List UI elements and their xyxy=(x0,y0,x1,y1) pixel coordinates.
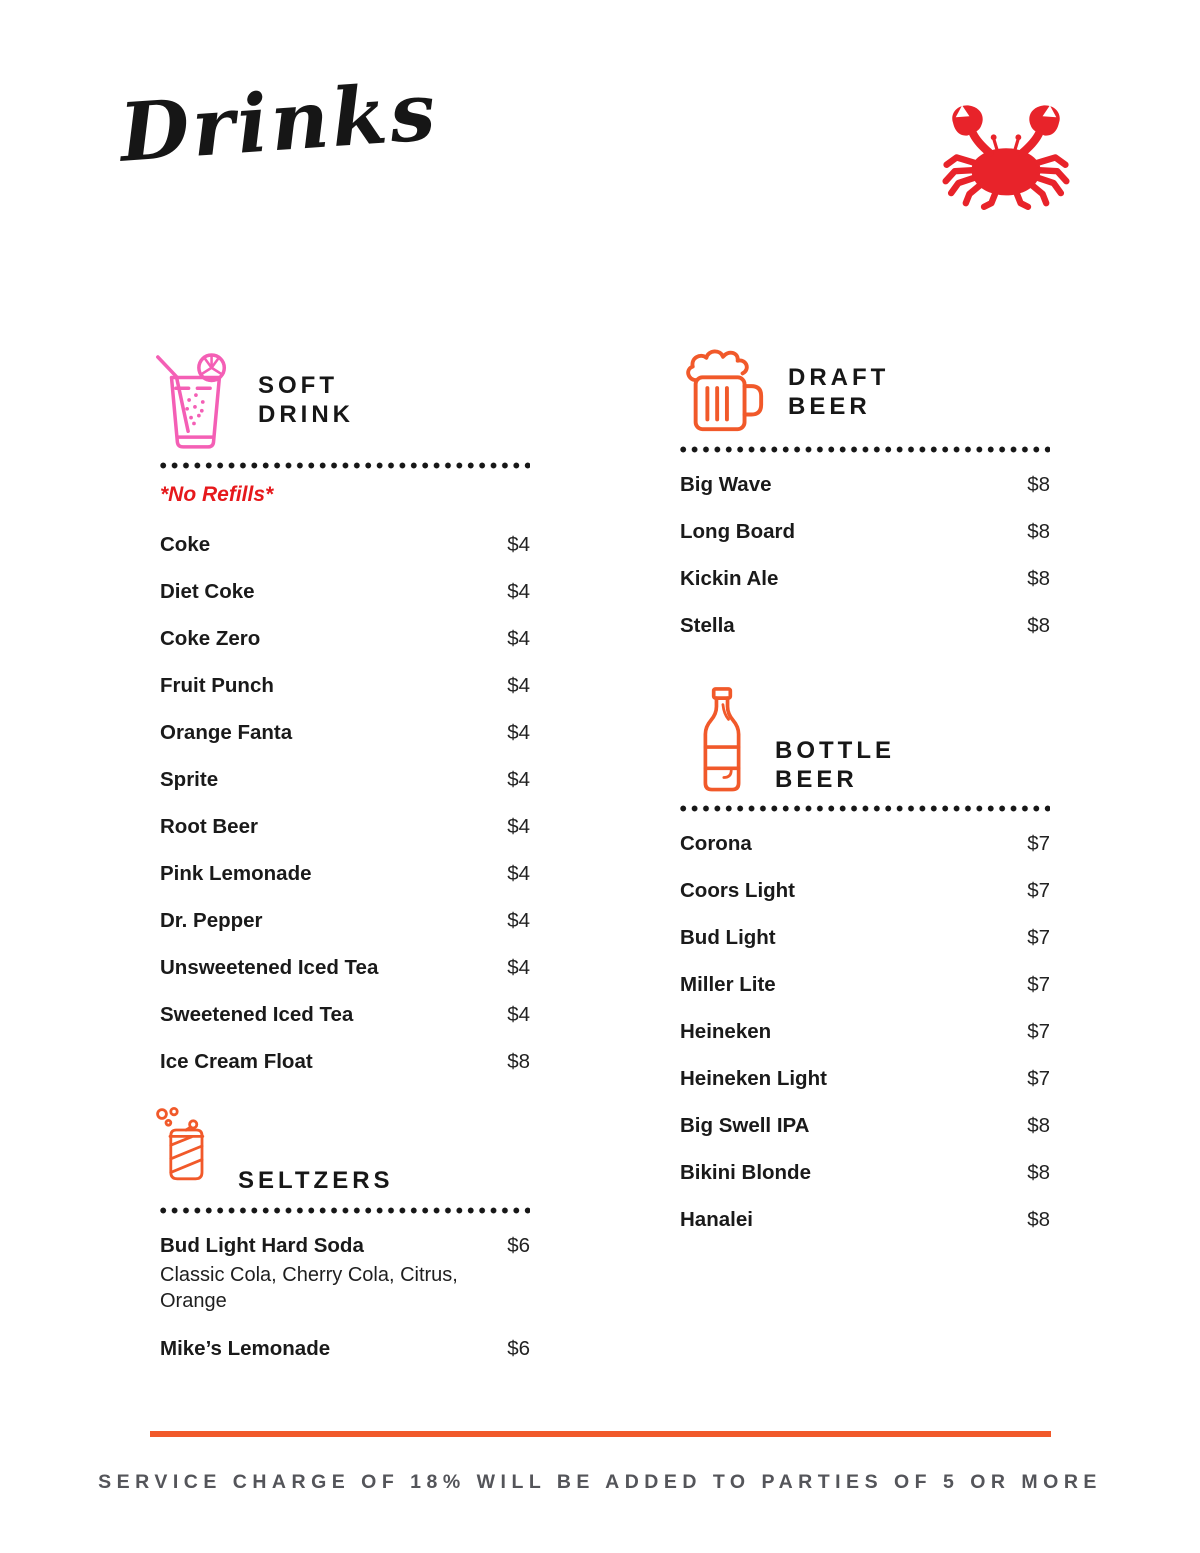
item-name: Big Wave xyxy=(680,473,772,496)
menu-item xyxy=(160,580,530,604)
item-name: Miller Lite xyxy=(680,973,776,996)
item-name: Bud Light Hard Soda xyxy=(160,1234,364,1257)
item-price: $8 xyxy=(1027,1161,1050,1184)
menu-item xyxy=(160,909,530,933)
item-price: $4 xyxy=(507,533,530,556)
seltzers-items xyxy=(160,1234,530,1361)
beer-mug-icon xyxy=(680,348,768,436)
item-name: Coors Light xyxy=(680,879,796,902)
menu-item xyxy=(680,1114,1050,1138)
soda-glass-icon xyxy=(150,348,236,452)
item-price: $4 xyxy=(507,956,530,979)
item-name: Pink Lemonade xyxy=(160,862,312,885)
item-name: Ice Cream Float xyxy=(160,1050,313,1073)
item-name: Big Swell IPA xyxy=(680,1114,810,1137)
item-price: $8 xyxy=(1027,520,1050,543)
menu-item xyxy=(160,627,530,651)
item-name: Long Board xyxy=(680,520,796,543)
dotted-divider xyxy=(680,805,1050,812)
section-title: SOFT DRINK xyxy=(258,372,354,428)
menu-item xyxy=(680,473,1050,497)
seltzer-can-icon xyxy=(154,1097,218,1195)
item-description: Classic Cola, Cherry Cola, Citrus, Orange xyxy=(160,1264,458,1312)
section-title: DRAFT BEER xyxy=(788,364,890,420)
item-price: $4 xyxy=(507,721,530,744)
menu-item xyxy=(680,926,1050,950)
item-price: $7 xyxy=(1027,1067,1050,1090)
menu-item xyxy=(160,674,530,698)
item-price: $4 xyxy=(507,815,530,838)
item-price: $4 xyxy=(507,1003,530,1026)
item-price: $4 xyxy=(507,627,530,650)
seltzers-header xyxy=(160,1097,530,1195)
menu-item xyxy=(160,956,530,980)
menu-item xyxy=(160,1337,530,1361)
item-price: $7 xyxy=(1027,926,1050,949)
menu-item xyxy=(160,1050,530,1074)
item-price: $4 xyxy=(507,862,530,885)
item-name: Bud Light xyxy=(680,926,776,949)
menu-columns xyxy=(160,348,1050,1384)
menu-item xyxy=(680,973,1050,997)
item-price: $4 xyxy=(507,580,530,603)
menu-item xyxy=(160,768,530,792)
crab-icon xyxy=(942,102,1070,222)
menu-item xyxy=(160,721,530,745)
item-price: $7 xyxy=(1027,879,1050,902)
menu-item xyxy=(160,533,530,557)
item-price: $4 xyxy=(507,909,530,932)
page-title: Drinks xyxy=(116,63,442,180)
bottle-beer-items xyxy=(680,832,1050,1232)
menu-item xyxy=(680,832,1050,856)
item-name: Dr. Pepper xyxy=(160,909,263,932)
item-name: Corona xyxy=(680,832,752,855)
item-price: $7 xyxy=(1027,832,1050,855)
no-refills-note: *No Refills* xyxy=(160,483,274,506)
menu-item xyxy=(160,862,530,886)
item-name: Diet Coke xyxy=(160,580,255,603)
item-price: $8 xyxy=(1027,1114,1050,1137)
soft-drink-items xyxy=(160,533,530,1074)
item-name: Unsweetened Iced Tea xyxy=(160,956,379,979)
item-name: Mike’s Lemonade xyxy=(160,1337,331,1360)
right-column xyxy=(680,348,1050,1384)
item-name: Coke xyxy=(160,533,211,556)
item-name: Root Beer xyxy=(160,815,258,838)
item-price: $4 xyxy=(507,674,530,697)
item-name: Orange Fanta xyxy=(160,721,293,744)
item-price: $8 xyxy=(1027,614,1050,637)
menu-item xyxy=(160,815,530,839)
item-name: Heineken Light xyxy=(680,1067,827,1090)
menu-item xyxy=(680,879,1050,903)
item-name: Hanalei xyxy=(680,1208,753,1231)
item-price: $6 xyxy=(507,1337,530,1360)
dotted-divider xyxy=(160,462,530,469)
section-title: SELTZERS xyxy=(238,1167,394,1194)
item-price: $6 xyxy=(507,1234,530,1257)
item-price: $8 xyxy=(1027,567,1050,590)
item-price: $8 xyxy=(1027,473,1050,496)
menu-item xyxy=(680,1161,1050,1185)
item-name: Sweetened Iced Tea xyxy=(160,1003,354,1026)
service-charge-note: SERVICE CHARGE OF 18% WILL BE ADDED TO PARTIES OF 5 OR MORE xyxy=(98,1471,1102,1493)
menu-item xyxy=(680,1067,1050,1091)
left-column xyxy=(160,348,530,1384)
dotted-divider xyxy=(160,1207,530,1214)
menu-item xyxy=(680,567,1050,591)
menu-item xyxy=(680,1208,1050,1232)
item-name: Sprite xyxy=(160,768,219,791)
menu-item xyxy=(680,520,1050,544)
item-name: Coke Zero xyxy=(160,627,261,650)
draft-beer-header xyxy=(680,348,1050,436)
item-name: Fruit Punch xyxy=(160,674,274,697)
item-name: Heineken xyxy=(680,1020,772,1043)
menu-item xyxy=(680,614,1050,638)
item-price: $8 xyxy=(507,1050,530,1073)
item-price: $7 xyxy=(1027,1020,1050,1043)
dotted-divider xyxy=(680,446,1050,453)
bottle-beer-header xyxy=(680,676,1050,796)
item-price: $8 xyxy=(1027,1208,1050,1231)
menu-item xyxy=(160,1003,530,1027)
draft-beer-items xyxy=(680,473,1050,638)
item-price: $7 xyxy=(1027,973,1050,996)
menu-item xyxy=(680,1020,1050,1044)
item-name: Kickin Ale xyxy=(680,567,779,590)
item-name: Bikini Blonde xyxy=(680,1161,811,1184)
menu-item xyxy=(160,1234,530,1314)
section-title: BOTTLE BEER xyxy=(775,737,895,793)
beer-bottle-icon xyxy=(693,676,751,796)
soft-drink-header xyxy=(160,348,530,452)
item-name: Stella xyxy=(680,614,735,637)
item-price: $4 xyxy=(507,768,530,791)
footer-rule xyxy=(150,1431,1051,1437)
